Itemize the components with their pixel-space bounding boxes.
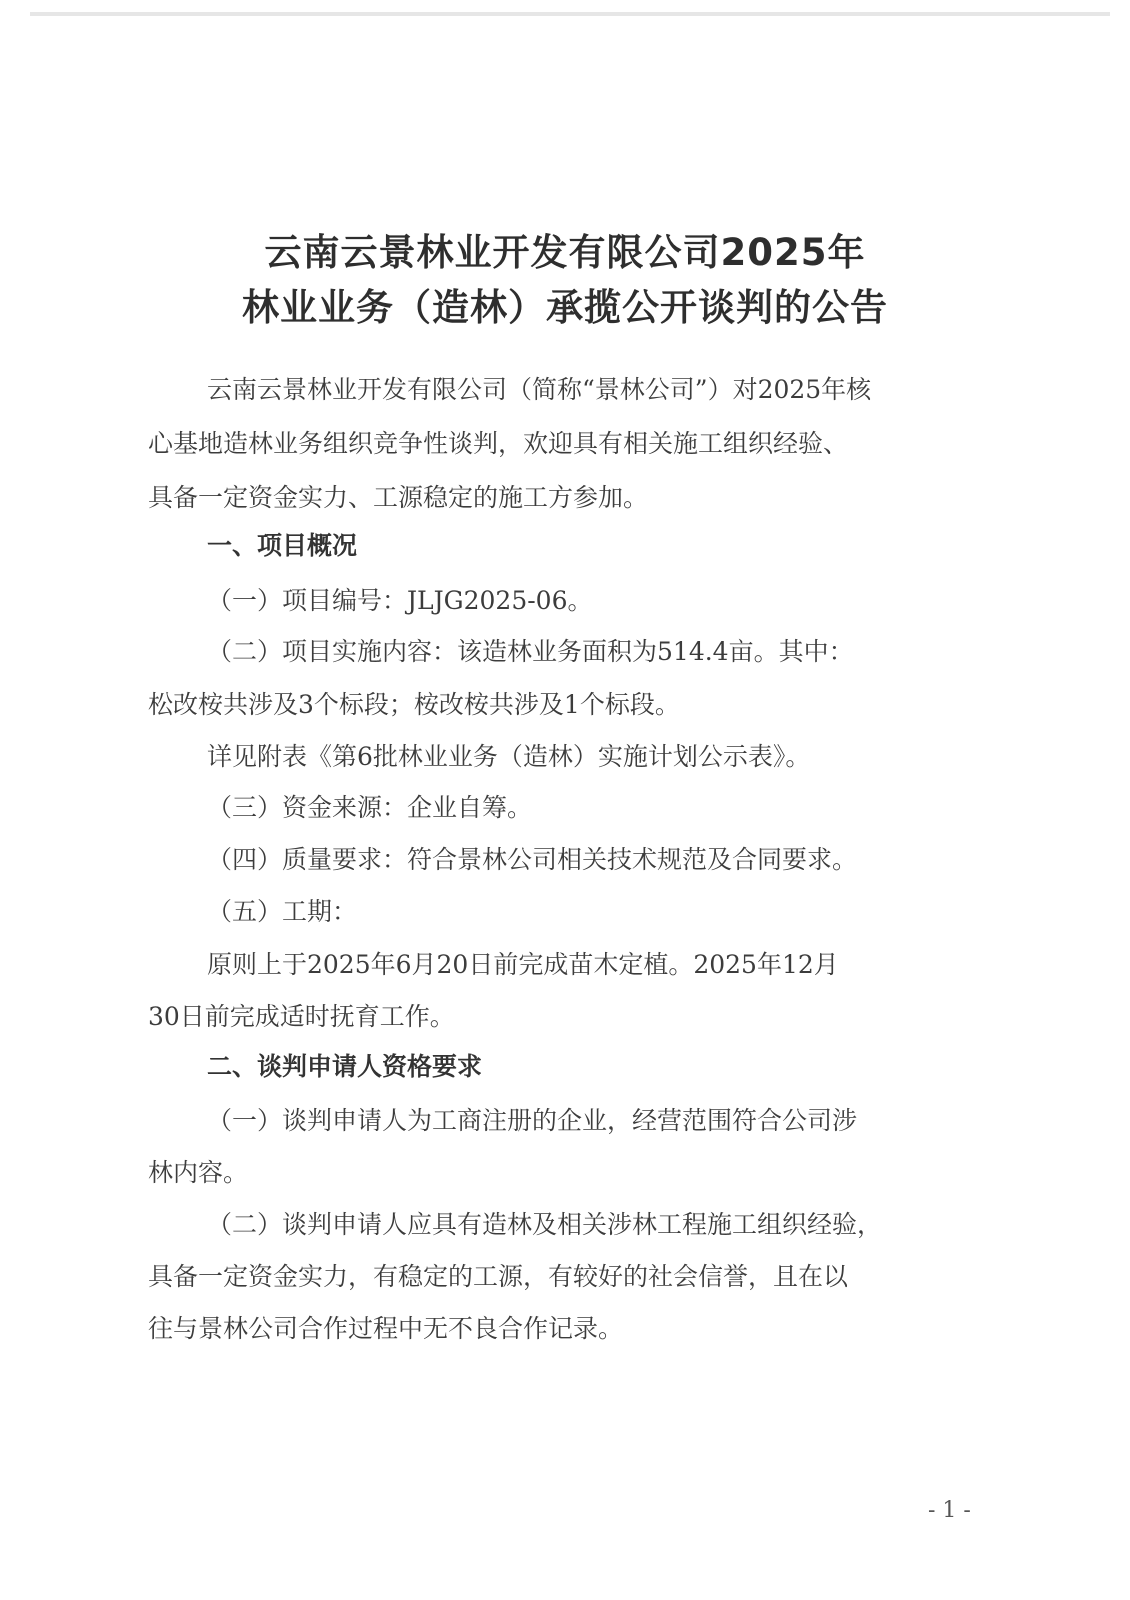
intro-paragraph-line-2: 心基地造林业务组织竞争性谈判，欢迎具有相关施工组织经验、 — [148, 429, 849, 458]
section-1-item-2-line-2: 松改桉共涉及3个标段；桉改桉共涉及1个标段。 — [148, 690, 680, 719]
section-1-heading: 一、项目概况 — [207, 531, 358, 560]
section-2-item-2-line-1: （二）谈判申请人应具有造林及相关涉林工程施工组织经验， — [207, 1210, 883, 1239]
section-1-period-line-1: 原则上于2025年6月20日前完成苗木定植。2025年12月 — [207, 950, 839, 979]
intro-paragraph-line-3: 具备一定资金实力、工源稳定的施工方参加。 — [148, 483, 649, 512]
section-1-item-1: （一）项目编号：JLJG2025-06。 — [207, 586, 593, 615]
section-2-heading: 二、谈判申请人资格要求 — [207, 1052, 483, 1081]
intro-paragraph-line-1: 云南云景林业开发有限公司（简称“景林公司”）对2025年核 — [207, 375, 872, 404]
document-title-line-2: 林业业务（造林）承揽公开谈判的公告 — [242, 286, 888, 329]
section-1-item-5: （五）工期： — [207, 897, 358, 926]
section-1-period-line-2: 30日前完成适时抚育工作。 — [148, 1002, 455, 1031]
section-1-item-4: （四）质量要求：符合景林公司相关技术规范及合同要求。 — [207, 845, 858, 874]
section-2-item-2-line-3: 往与景林公司合作过程中无不良合作记录。 — [148, 1314, 624, 1343]
page-number: - 1 - — [928, 1498, 971, 1523]
section-1-item-2-line-1: （二）项目实施内容：该造林业务面积为514.4亩。其中： — [207, 637, 854, 666]
section-1-detail-note: 详见附表《第6批林业业务（造林）实施计划公示表》。 — [207, 742, 811, 771]
page-top-edge — [30, 12, 1110, 16]
section-2-item-2-line-2: 具备一定资金实力，有稳定的工源，有较好的社会信誉，且在以 — [148, 1262, 849, 1291]
section-2-item-1-line-1: （一）谈判申请人为工商注册的企业，经营范围符合公司涉 — [207, 1106, 858, 1135]
document-title-line-1: 云南云景林业开发有限公司2025年 — [264, 231, 866, 274]
section-1-item-3: （三）资金来源：企业自筹。 — [207, 793, 533, 822]
section-2-item-1-line-2: 林内容。 — [148, 1158, 249, 1187]
